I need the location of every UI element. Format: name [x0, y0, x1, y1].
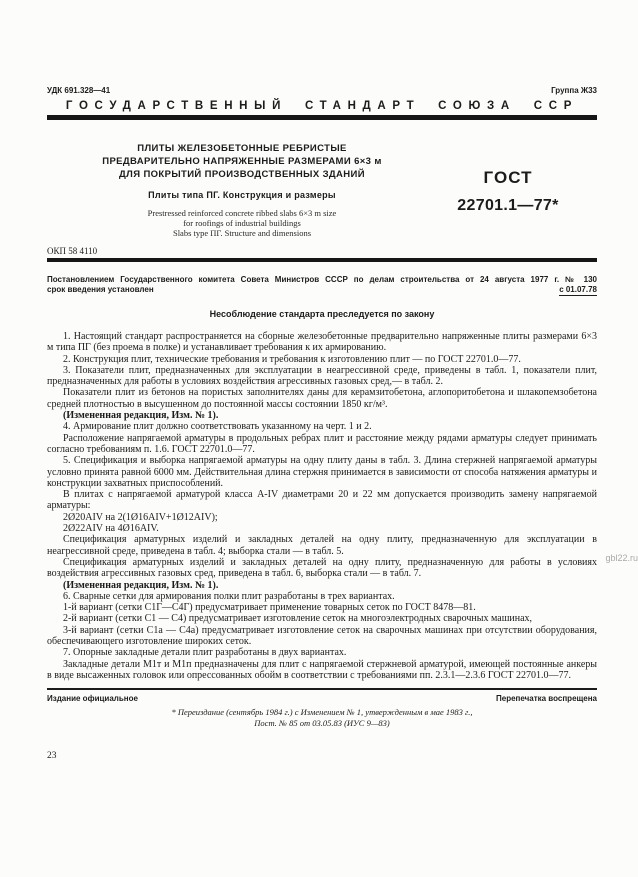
body-paragraph: 4. Армирование плит должно соответствовать указанному на черт. 1 и 2.: [63, 421, 372, 433]
body-paragraph: 1. Настоящий стандарт распространяется на сборные железобетонные предварительно напряженные плиты размерами 6×3 м типа ПГ (без проема в полке) и устанавливает требования к их армированию.: [47, 331, 597, 354]
body-paragraph: Спецификация арматурных изделий и закладных деталей на одну плиту, предназначенную для работы в условиях воздействия агрессивных газовых сред, приведена в табл. 6, выборка стали — в табл. 7.: [47, 556, 597, 580]
body-paragraph: 2. Конструкция плит, технические требования и требования к изготовлению плит — по ГОСТ 22701.0—77.: [63, 353, 521, 365]
classification-row: [47, 86, 597, 95]
body-paragraph: Закладные детали М1т и М1п предназначены для плит с напрягаемой стержневой арматурой, имеющей постоянные анкеры в виде высаженных головок или опрессованных обойм в соответствии с требованиями пп. 2.3.1—2.3.6 ГОСТ 22701.0—77.: [47, 658, 597, 681]
body-paragraph: 2Ø20АIV на 2(1Ø16АIV+1Ø12АIV);: [63, 511, 218, 523]
okp-rule: [47, 258, 597, 262]
body-paragraph: 7. Опорные закладные детали плит разработаны в двух вариантах.: [63, 647, 347, 659]
footer-row: [47, 694, 597, 703]
page-number: 23: [47, 751, 57, 762]
document-title-line: ДЛЯ ПОКРЫТИЙ ПРОИЗВОДСТВЕННЫХ ЗДАНИЙ: [119, 169, 365, 180]
official-edition-label: Издание официальное: [47, 694, 138, 704]
subtitle-english-line: Slabs type ПГ. Structure and dimensions: [172, 228, 312, 238]
body-paragraph: 3-й вариант (сетки С1а — С4а) предусматривает изготовление сеток на сварочных машинах при отсутствии оборудования, обеспечивающего изготовление широких сеток.: [47, 624, 597, 648]
body-paragraph: 5. Спецификация и выборка напрягаемой арматуры на одну плиту даны в табл. 3. Длина стержней напрягаемой арматуры условно принята равной 6000 мм. Действительная длина стержня принимается в зависимости от способа натяжения арматуры и конструкции захватных приспособлений.: [47, 455, 597, 489]
udk-code: УДК 691.328—41: [47, 86, 111, 95]
reprint-prohibited-label: Перепечатка воспрещена: [496, 694, 597, 704]
body-paragraph: Спецификация арматурных изделий и закладных деталей на одну плиту, предназначенную для эксплуатации в неагрессивной среде, приведена в табл. 4; выборка стали — в табл. 5.: [47, 534, 597, 557]
document-title-line: ПРЕДВАРИТЕЛЬНО НАПРЯЖЕННЫЕ РАЗМЕРАМИ 6×3 м: [102, 156, 382, 167]
body-paragraph: 2Ø22АIV на 4Ø16АIV.: [63, 523, 159, 535]
subtitle-russian: Плиты типа ПГ. Конструкция и размеры: [148, 190, 336, 200]
subtitle-english-line: Prestressed reinforced concrete ribbed slabs 6×3 m size: [147, 208, 337, 218]
footnote-line: Пост. № 85 от 03.05.83 (ИУС 9—83): [254, 718, 390, 729]
title-block: [47, 142, 597, 238]
body-paragraph: 3. Показатели плит, предназначенных для эксплуатации в неагрессивной среде, приведены в табл. 1, показатели плит, предназначенных для работы в условиях воздействия агрессивных газовых сред,— в табл. 2.: [47, 364, 597, 388]
body-paragraph: 2-й вариант (сетки С1 — С4) предусматривает изготовление сеток на многоэлектродных сварочных машинах,: [63, 613, 533, 625]
body-paragraph: (Измененная редакция, Изм. № 1).: [63, 410, 219, 422]
decree-text: Постановлением Государственного комитета Совета Министров СССР по делам строительства от 24 августа 1977 г. № 130: [47, 275, 597, 284]
body-paragraph: В плитах с напрягаемой арматурой класса А-IV диаметрами 20 и 22 мм допускается производить замену напрягаемой арматуры:: [47, 489, 597, 512]
watermark: gbl22.ru: [605, 553, 638, 563]
footer-rule: [47, 688, 597, 690]
body-paragraph: Показатели плит из бетонов на пористых заполнителях даны для керамзитобетона, аглопоритобетона и шлакопемзобетона средней плотностью в высушенном до постоянной массы состоянии 1850 кг/м³.: [47, 387, 597, 410]
heading-rule: [47, 115, 597, 120]
effective-date: с 01.07.78: [559, 285, 597, 294]
subtitle-english-line: for roofings of industrial buildings: [183, 218, 301, 228]
gost-label: ГОСТ: [483, 168, 533, 187]
subtitle-english: [71, 208, 413, 238]
law-notice: Несоблюдение стандарта преследуется по закону: [209, 309, 435, 319]
body-paragraph: Расположение напрягаемой арматуры в продольных ребрах плит и расстояние между рядами арматуры следует принимать согласно требованиям п. 1.6. ГОСТ 22701.0—77.: [47, 432, 597, 455]
reissue-footnote: [47, 707, 597, 729]
body-paragraph: (Измененная редакция, Изм. № 1).: [63, 579, 219, 591]
state-standard-heading: ГОСУДАРСТВЕННЫЙ СТАНДАРТ СОЮЗА ССР: [65, 100, 579, 112]
body-paragraph: 1-й вариант (сетки С1Г—С4Г) предусматривает применение товарных сеток по ГОСТ 8478—81.: [63, 602, 476, 614]
document-title-line: ПЛИТЫ ЖЕЛЕЗОБЕТОННЫЕ РЕБРИСТЫЕ: [137, 143, 347, 154]
decree-text-continued: срок введения установлен: [47, 285, 154, 294]
document-body: [47, 331, 597, 681]
effective-date-row: [47, 285, 597, 296]
body-paragraph: 6. Сварные сетки для армирования полки плит разработаны в трех вариантах.: [63, 590, 395, 602]
title-column: [47, 142, 419, 238]
okp-code: ОКП 58 4110: [47, 246, 98, 256]
gost-number: 22701.1—77*: [457, 197, 559, 214]
group-code: Группа Ж33: [551, 86, 597, 95]
footnote-line: * Переиздание (сентябрь 1984 г.) с Изменением № 1, утвержденным в мае 1983 г.,: [171, 707, 473, 718]
gost-designation: [419, 142, 597, 238]
decree-block: [47, 275, 597, 296]
document-title: [71, 142, 413, 181]
